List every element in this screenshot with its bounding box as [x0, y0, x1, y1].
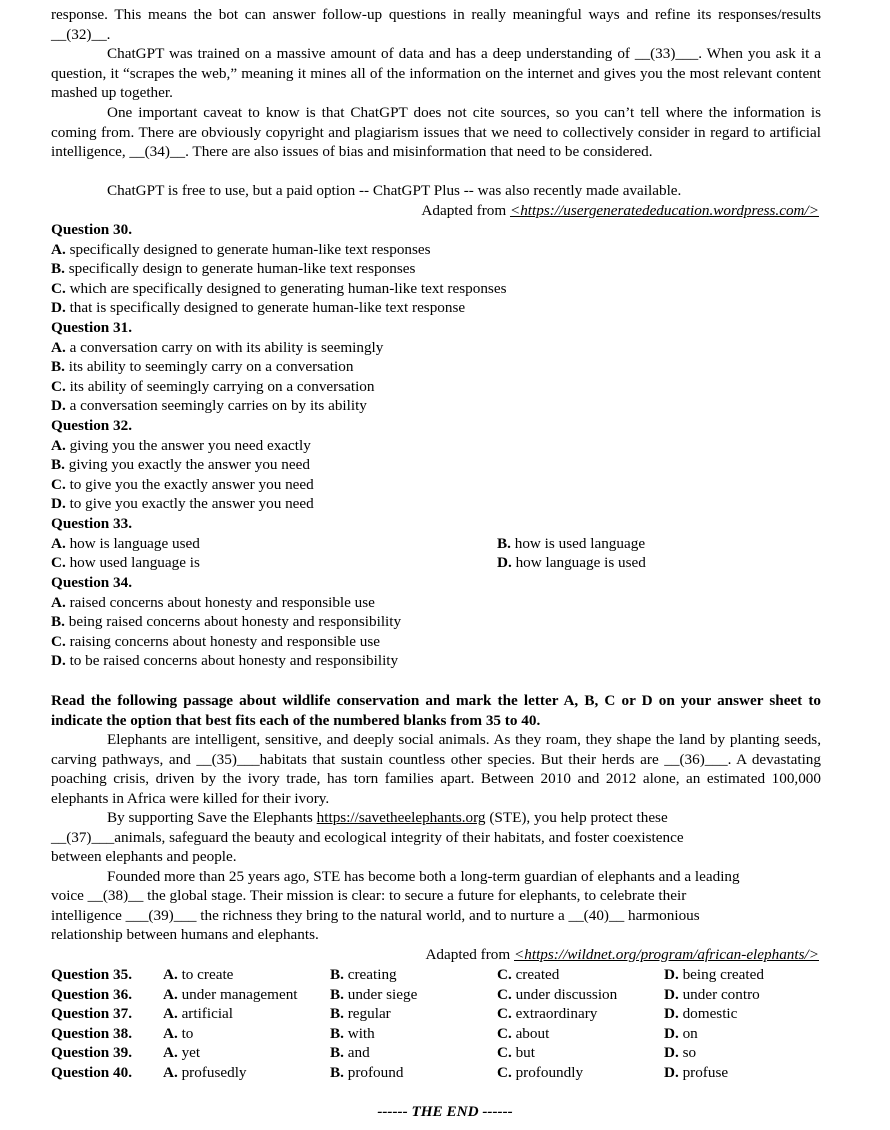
- question-38-option-a[interactable]: A. to: [163, 1025, 194, 1042]
- question-34-option-a[interactable]: A. raised concerns about honesty and responsible use: [51, 594, 375, 611]
- question-34-title: Question 34.: [51, 574, 133, 591]
- passage-2-paragraph-3-line-2: voice __(38)__ the global stage. Their mission is clear: to secure a future for elephants, to celebrate their: [51, 887, 687, 904]
- question-30-option-a[interactable]: A. specifically designed to generate human-like text responses: [51, 241, 431, 258]
- question-36-option-b[interactable]: B. under siege: [330, 986, 418, 1003]
- question-34-option-c[interactable]: C. raising concerns about honesty and responsible use: [51, 633, 380, 650]
- question-31-option-a[interactable]: A. a conversation carry on with its ability is seemingly: [51, 339, 384, 356]
- question-33-option-c[interactable]: C. how used language is: [51, 554, 200, 571]
- source-1-prefix: Adapted from: [421, 202, 510, 219]
- question-32-option-b[interactable]: B. giving you exactly the answer you need: [51, 456, 310, 473]
- passage-2-paragraph-1: Elephants are intelligent, sensitive, and deeply social animals. As they roam, they shape the land by planting seeds, carving pathways, and __(35)___habitats that sustain countless other species. But their herds are __(36)___. A devastating poaching crisis, driven by the ivory trade, has torn families apart. Between 2010 and 2012 alone, an estimated 100,000 elephants in Africa were killed for their ivory.: [51, 731, 821, 807]
- question-30-title: Question 30.: [51, 221, 133, 238]
- question-35-option-c[interactable]: C. created: [497, 966, 560, 983]
- question-38-option-d[interactable]: D. on: [664, 1025, 698, 1042]
- question-39-row: Question 39. A. yet B. and C. but D. so: [51, 1044, 697, 1061]
- passage-1-intro: response. This means the bot can answer follow-up questions in really meaningful ways and refine its responses/results __(32)__.: [51, 6, 821, 43]
- question-39-option-d[interactable]: D. so: [664, 1044, 697, 1061]
- question-32-option-c[interactable]: C. to give you the exactly answer you need: [51, 476, 314, 493]
- passage-1-paragraph-33: ChatGPT was trained on a massive amount of data and has a deep understanding of __(33)___. When you ask it a question, it “scrapes the web,” meaning it mines all of the information on the internet and gives you the most relevant content mashed up together.: [51, 45, 821, 102]
- question-35-option-d[interactable]: D. being created: [664, 966, 764, 983]
- passage-2-paragraph-3-line-4: relationship between humans and elephants.: [51, 926, 319, 943]
- question-36-option-c[interactable]: C. under discussion: [497, 986, 618, 1003]
- question-36-option-d[interactable]: D. under contro: [664, 986, 760, 1003]
- passage-1-paragraph-34: One important caveat to know is that ChatGPT does not cite sources, so you can’t tell where the information is coming from. There are obviously copyright and plagiarism issues that we need to collectively consider in regard to artificial intelligence, __(34)__. There are also issues of bias and misinformation that need to be considered.: [51, 104, 821, 161]
- question-37-option-c[interactable]: C. extraordinary: [497, 1005, 598, 1022]
- question-39-option-c[interactable]: C. but: [497, 1044, 535, 1061]
- question-38-option-c[interactable]: C. about: [497, 1025, 550, 1042]
- source-1-link[interactable]: <https://usergeneratededucation.wordpress.com/>: [509, 202, 819, 219]
- question-38-row: Question 38. A. to B. with C. about D. on: [51, 1025, 698, 1042]
- source-2-link[interactable]: <https://wildnet.org/program/african-elephants/>: [514, 946, 819, 963]
- passage-2-paragraph-3-line-3: intelligence ___(39)___ the richness they bring to the natural world, and to nurture a __(40)__ harmonious: [51, 907, 700, 924]
- question-33-option-a[interactable]: A. how is language used: [51, 535, 200, 552]
- passage-2-paragraph-3-line-1: Founded more than 25 years ago, STE has become both a long-term guardian of elephants and a leading: [107, 868, 740, 885]
- question-40-row: Question 40. A. profusedly B. profound C. profoundly D. profuse: [51, 1064, 729, 1081]
- question-39-option-a[interactable]: A. yet: [163, 1044, 201, 1061]
- question-31-option-b[interactable]: B. its ability to seemingly carry on a conversation: [51, 358, 354, 375]
- question-39-option-b[interactable]: B. and: [330, 1044, 370, 1061]
- question-32-option-d[interactable]: D. to give you exactly the answer you need: [51, 495, 314, 512]
- question-34-option-b[interactable]: B. being raised concerns about honesty and responsibility: [51, 613, 402, 630]
- question-35-option-b[interactable]: B. creating: [330, 966, 397, 983]
- section-instruction: Read the following passage about wildlife conservation and mark the letter A, B, C or D on your answer sheet to indicate the option that best fits each of the numbered blanks from 35 to 40.: [51, 692, 821, 729]
- question-37-row: Question 37. A. artificial B. regular C. extraordinary D. domestic: [51, 1005, 738, 1022]
- question-33-option-d[interactable]: D. how language is used: [497, 554, 646, 571]
- question-32-option-a[interactable]: A. giving you the answer you need exactly: [51, 437, 311, 454]
- passage-2-paragraph-2-line-2: __(37)___animals, safeguard the beauty and ecological integrity of their habitats, and foster coexistence: [51, 829, 684, 846]
- question-30-option-b[interactable]: B. specifically design to generate human-like text responses: [51, 260, 416, 277]
- question-40-option-c[interactable]: C. profoundly: [497, 1064, 584, 1081]
- source-1: [421, 201, 819, 221]
- passage-2-paragraph-2-line-3: between elephants and people.: [51, 848, 237, 865]
- question-33-title: Question 33.: [51, 515, 133, 532]
- source-2: [425, 945, 819, 965]
- question-40-option-a[interactable]: A. profusedly: [163, 1064, 247, 1081]
- passage-2-paragraph-2-line-1: By supporting Save the Elephants https://savetheelephants.org (STE), you help protect these: [107, 809, 668, 826]
- question-34-option-d[interactable]: D. to be raised concerns about honesty and responsibility: [51, 652, 399, 669]
- question-32-title: Question 32.: [51, 417, 133, 434]
- question-35-option-a[interactable]: A. to create: [163, 966, 234, 983]
- question-37-option-b[interactable]: B. regular: [330, 1005, 391, 1022]
- question-31-option-c[interactable]: C. its ability of seemingly carrying on a conversation: [51, 378, 375, 395]
- question-31-option-d[interactable]: D. a conversation seemingly carries on by its ability: [51, 397, 367, 414]
- question-38-option-b[interactable]: B. with: [330, 1025, 375, 1042]
- question-30-option-c[interactable]: C. which are specifically designed to generating human-like text responses: [51, 280, 507, 297]
- ste-link[interactable]: https://savetheelephants.org: [316, 809, 486, 826]
- question-40-option-b[interactable]: B. profound: [330, 1064, 404, 1081]
- question-40-option-d[interactable]: D. profuse: [664, 1064, 729, 1081]
- question-35-row: Question 35. A. to create B. creating C. created D. being created: [51, 966, 764, 983]
- question-33-option-b[interactable]: B. how is used language: [497, 535, 646, 552]
- question-36-option-a[interactable]: A. under management: [163, 986, 298, 1003]
- source-2-prefix: Adapted from: [425, 946, 515, 963]
- question-36-row: Question 36. A. under management B. under siege C. under discussion D. under contro: [51, 986, 760, 1003]
- question-37-option-d[interactable]: D. domestic: [664, 1005, 738, 1022]
- question-37-option-a[interactable]: A. artificial: [163, 1005, 233, 1022]
- question-30-option-d[interactable]: D. that is specifically designed to generate human-like text response: [51, 299, 466, 316]
- question-31-title: Question 31.: [51, 319, 133, 336]
- passage-1-paragraph-free: ChatGPT is free to use, but a paid option -- ChatGPT Plus -- was also recently made available.: [107, 182, 682, 199]
- the-end: ------ THE END ------: [377, 1103, 513, 1120]
